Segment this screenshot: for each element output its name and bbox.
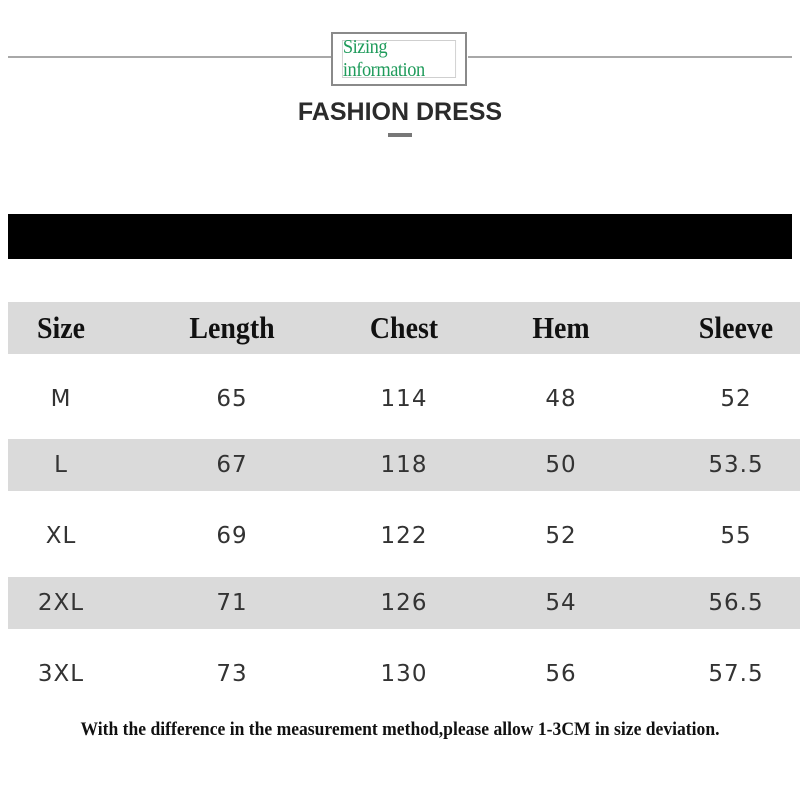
divider-right	[468, 56, 792, 58]
cell-sleeve: 53.5	[708, 452, 764, 478]
divider-left	[8, 56, 332, 58]
cell-hem: 50	[545, 452, 577, 478]
page-title: FASHION DRESS	[297, 98, 503, 126]
table-row	[8, 439, 800, 491]
table-row	[8, 577, 800, 629]
sizing-badge	[331, 32, 467, 86]
cell-chest: 118	[380, 452, 428, 478]
table-header-row	[8, 302, 800, 354]
cell-sleeve: 55	[720, 523, 752, 549]
cell-sleeve: 56.5	[708, 590, 764, 616]
title-underline	[388, 133, 412, 137]
table-row	[8, 510, 800, 562]
cell-sleeve: 52	[720, 386, 752, 412]
cell-chest: 114	[380, 386, 428, 412]
header-hem: Hem	[532, 310, 590, 345]
header-chest: Chest	[369, 310, 439, 345]
cell-size: XL	[45, 523, 77, 549]
cell-size: M	[50, 386, 72, 412]
cell-length: 65	[216, 386, 248, 412]
cell-hem: 54	[545, 590, 577, 616]
cell-size: L	[54, 452, 68, 478]
cell-sleeve: 57.5	[708, 661, 764, 687]
cell-size: 2XL	[37, 590, 85, 616]
cell-length: 73	[216, 661, 248, 687]
cell-chest: 122	[380, 523, 428, 549]
cell-chest: 126	[380, 590, 428, 616]
cell-hem: 56	[545, 661, 577, 687]
cell-length: 67	[216, 452, 248, 478]
size-deviation-note: With the difference in the measurement method,please allow 1-3CM in size deviation.	[80, 720, 720, 740]
cell-chest: 130	[380, 661, 428, 687]
header-sleeve: Sleeve	[698, 310, 774, 345]
cell-length: 71	[216, 590, 248, 616]
table-row	[8, 648, 800, 700]
cell-hem: 52	[545, 523, 577, 549]
cell-length: 69	[216, 523, 248, 549]
header-length: Length	[189, 310, 275, 345]
sizing-badge-label: Sizing information	[342, 40, 456, 78]
table-row	[8, 373, 800, 425]
cell-size: 3XL	[37, 661, 85, 687]
cell-hem: 48	[545, 386, 577, 412]
header-size: Size	[36, 310, 86, 345]
black-banner-bar	[8, 214, 792, 259]
